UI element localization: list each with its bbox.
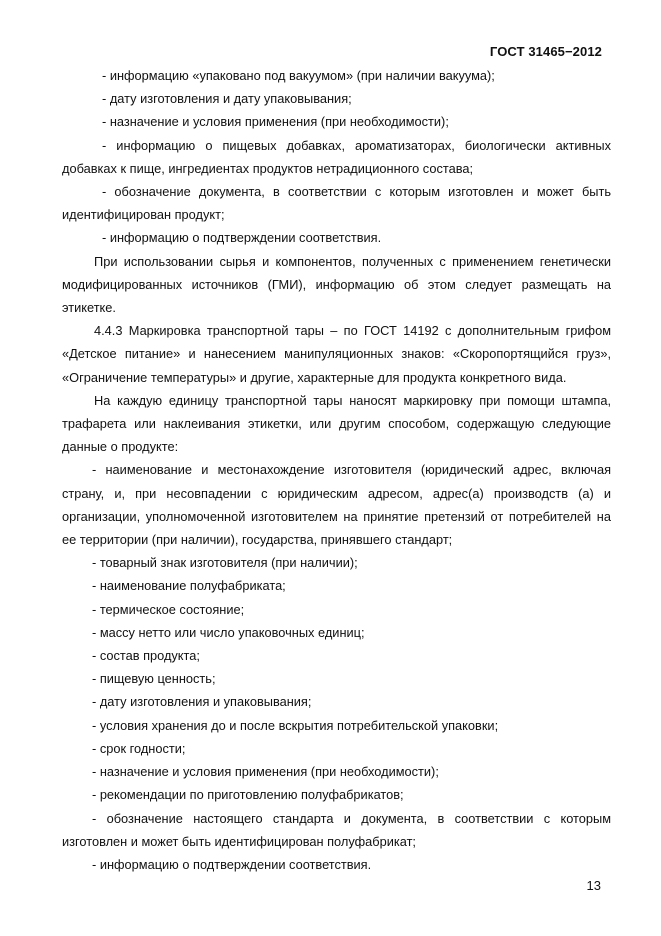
- paragraph-each-unit: На каждую единицу транспортной тары наносят маркировку при помощи штампа, трафарета или наклеивания этикетки, или другим способом, содержащую следующие данные о продукте:: [62, 392, 611, 455]
- list-item: - состав продукта;: [92, 648, 200, 664]
- list-item: - информацию о пищевых добавках, ароматизаторах, биологически активных добавках к пище, ингредиентах продуктов нетрадиционного состава;: [62, 137, 611, 176]
- list-item: - рекомендации по приготовлению полуфабрикатов;: [92, 787, 404, 803]
- document-header: ГОСТ 31465−2012: [489, 44, 602, 59]
- list-item: - информацию о подтверждении соответствия.: [92, 856, 372, 872]
- list-item: - назначение и условия применения (при необходимости);: [102, 114, 449, 130]
- list-item: - дату изготовления и дату упаковывания;: [102, 91, 352, 107]
- list-item: - обозначение документа, в соответствии с которым изготовлен и может быть идентифицирован продукт;: [62, 184, 611, 223]
- list-item: - обозначение настоящего стандарта и документа, в соответствии с которым изготовлен и может быть идентифицирован полуфабрикат;: [62, 810, 611, 849]
- page-number: 13: [586, 878, 601, 893]
- list-item: - наименование полуфабриката;: [92, 578, 286, 594]
- paragraph-gmi: При использовании сырья и компонентов, полученных с применением генетически модифицированных источников (ГМИ), информацию об этом следует размещать на этикетке.: [62, 253, 611, 316]
- list-item: - назначение и условия применения (при необходимости);: [92, 764, 439, 780]
- list-item: - дату изготовления и упаковывания;: [92, 694, 312, 710]
- list-item: - товарный знак изготовителя (при наличии);: [92, 555, 358, 571]
- document-body: [62, 64, 611, 876]
- list-item: - информацию «упаковано под вакуумом» (при наличии вакуума);: [102, 68, 495, 83]
- paragraph-4-4-3: 4.4.3 Маркировка транспортной тары – по ГОСТ 14192 с дополнительным грифом «Детское питание» и нанесением манипуляционных знаков: «Скоропортящийся груз», «Ограничение температуры» и другие, характерные для продукта конкретного вида.: [62, 323, 611, 385]
- list-item: - массу нетто или число упаковочных единиц;: [92, 624, 365, 640]
- list-item: - информацию о подтверждении соответствия.: [102, 230, 382, 246]
- list-item: - наименование и местонахождение изготовителя (юридический адрес, включая страну, и, при несовпадении с юридическим адресом, адрес(а) производств (а) и организации, уполномоченной изготовителем на принятие претензий от потребителей на ее территории (при наличии), государства, принявшего стандарт;: [62, 462, 611, 548]
- list-item: - условия хранения до и после вскрытия потребительской упаковки;: [92, 717, 499, 733]
- list-item: - термическое состояние;: [92, 601, 245, 617]
- list-item: - пищевую ценность;: [92, 671, 216, 687]
- list-item: - срок годности;: [92, 740, 186, 756]
